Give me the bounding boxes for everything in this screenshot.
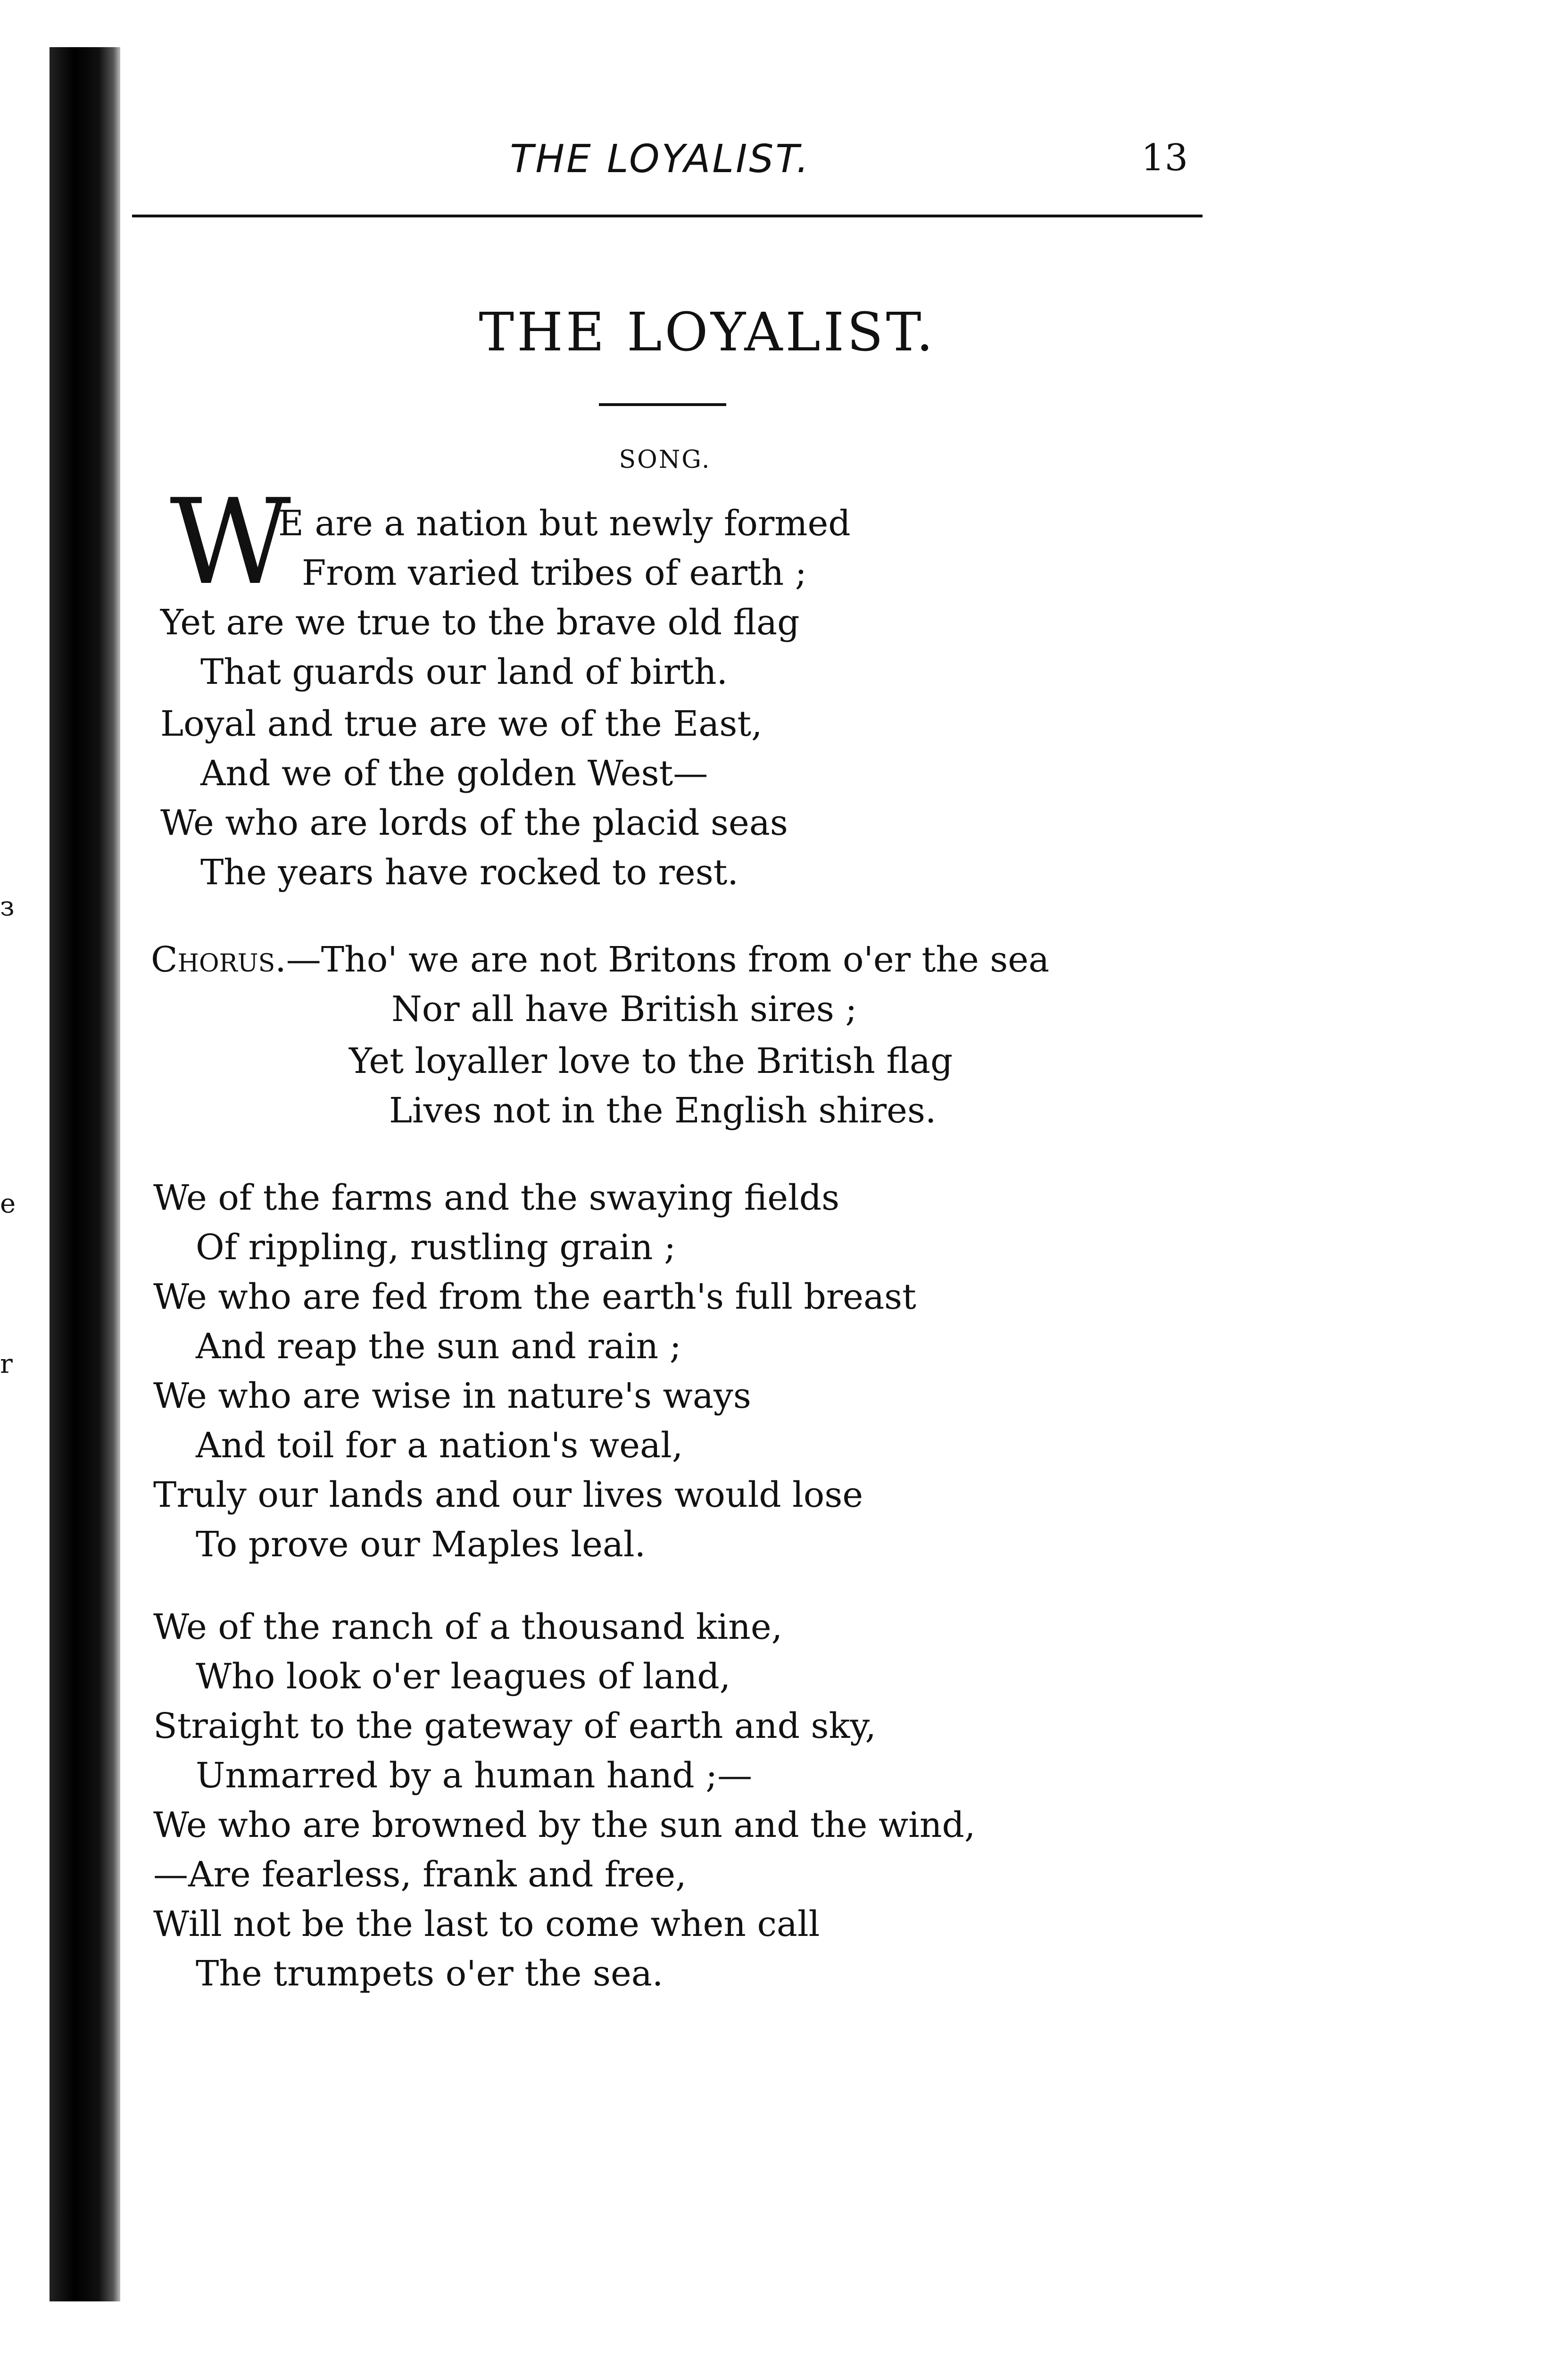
title-divider xyxy=(599,403,726,406)
verse-line: —Tho' we are not Britons from o'er the sea xyxy=(286,939,1050,980)
drop-cap: W xyxy=(170,473,291,611)
verse-line: And we of the golden West— xyxy=(200,753,708,794)
verse-line: Will not be the last to come when call xyxy=(153,1904,820,1944)
poem-subtitle: SONG. xyxy=(619,446,711,474)
running-head: THE LOYALIST. xyxy=(510,137,811,182)
verse-line: We who are lords of the placid seas xyxy=(160,803,788,843)
verse-line: Truly our lands and our lives would lose xyxy=(153,1475,863,1515)
verse-line: —Are fearless, frank and free, xyxy=(153,1854,687,1895)
verse-line: We of the ranch of a thousand kine, xyxy=(153,1607,783,1647)
verse-line: We of the farms and the swaying fields xyxy=(153,1178,840,1218)
chorus-first-line xyxy=(151,938,1049,981)
header-divider xyxy=(132,215,1203,217)
verse-line: Straight to the gateway of earth and sky, xyxy=(153,1706,876,1746)
verse-line: We who are fed from the earth's full breast xyxy=(153,1277,916,1317)
binding-edge xyxy=(50,47,120,2301)
page-number: 13 xyxy=(1141,137,1188,179)
verse-line: Lives not in the English shires. xyxy=(389,1090,937,1131)
verse-line: Yet loyaller love to the British flag xyxy=(349,1041,953,1081)
verse-line: Yet are we true to the brave old flag xyxy=(160,602,800,643)
edge-letter: з xyxy=(0,891,15,922)
poem-title: THE LOYALIST. xyxy=(479,302,936,363)
verse-line: That guards our land of birth. xyxy=(200,652,728,692)
verse-line: E are a nation but newly formed xyxy=(278,503,851,544)
verse-line: We who are wise in nature's ways xyxy=(153,1376,751,1416)
verse-line: Of rippling, rustling grain ; xyxy=(196,1227,676,1268)
verse-line: Nor all have British sires ; xyxy=(391,989,857,1030)
edge-letter: r xyxy=(0,1349,13,1379)
verse-line: And toil for a nation's weal, xyxy=(196,1425,683,1466)
chorus-label: Chorus. xyxy=(151,939,286,980)
verse-line: Who look o'er leagues of land, xyxy=(196,1656,731,1697)
verse-line: From varied tribes of earth ; xyxy=(302,553,807,593)
edge-letter: е xyxy=(0,1188,16,1219)
verse-line: Loyal and true are we of the East, xyxy=(160,704,763,744)
verse-line: Unmarred by a human hand ;— xyxy=(196,1755,753,1796)
verse-line: The trumpets o'er the sea. xyxy=(196,1953,664,1994)
verse-line: We who are browned by the sun and the wind, xyxy=(153,1805,976,1845)
verse-line: And reap the sun and rain ; xyxy=(196,1326,681,1367)
verse-line: The years have rocked to rest. xyxy=(200,852,738,893)
verse-line: To prove our Maples leal. xyxy=(196,1524,646,1565)
